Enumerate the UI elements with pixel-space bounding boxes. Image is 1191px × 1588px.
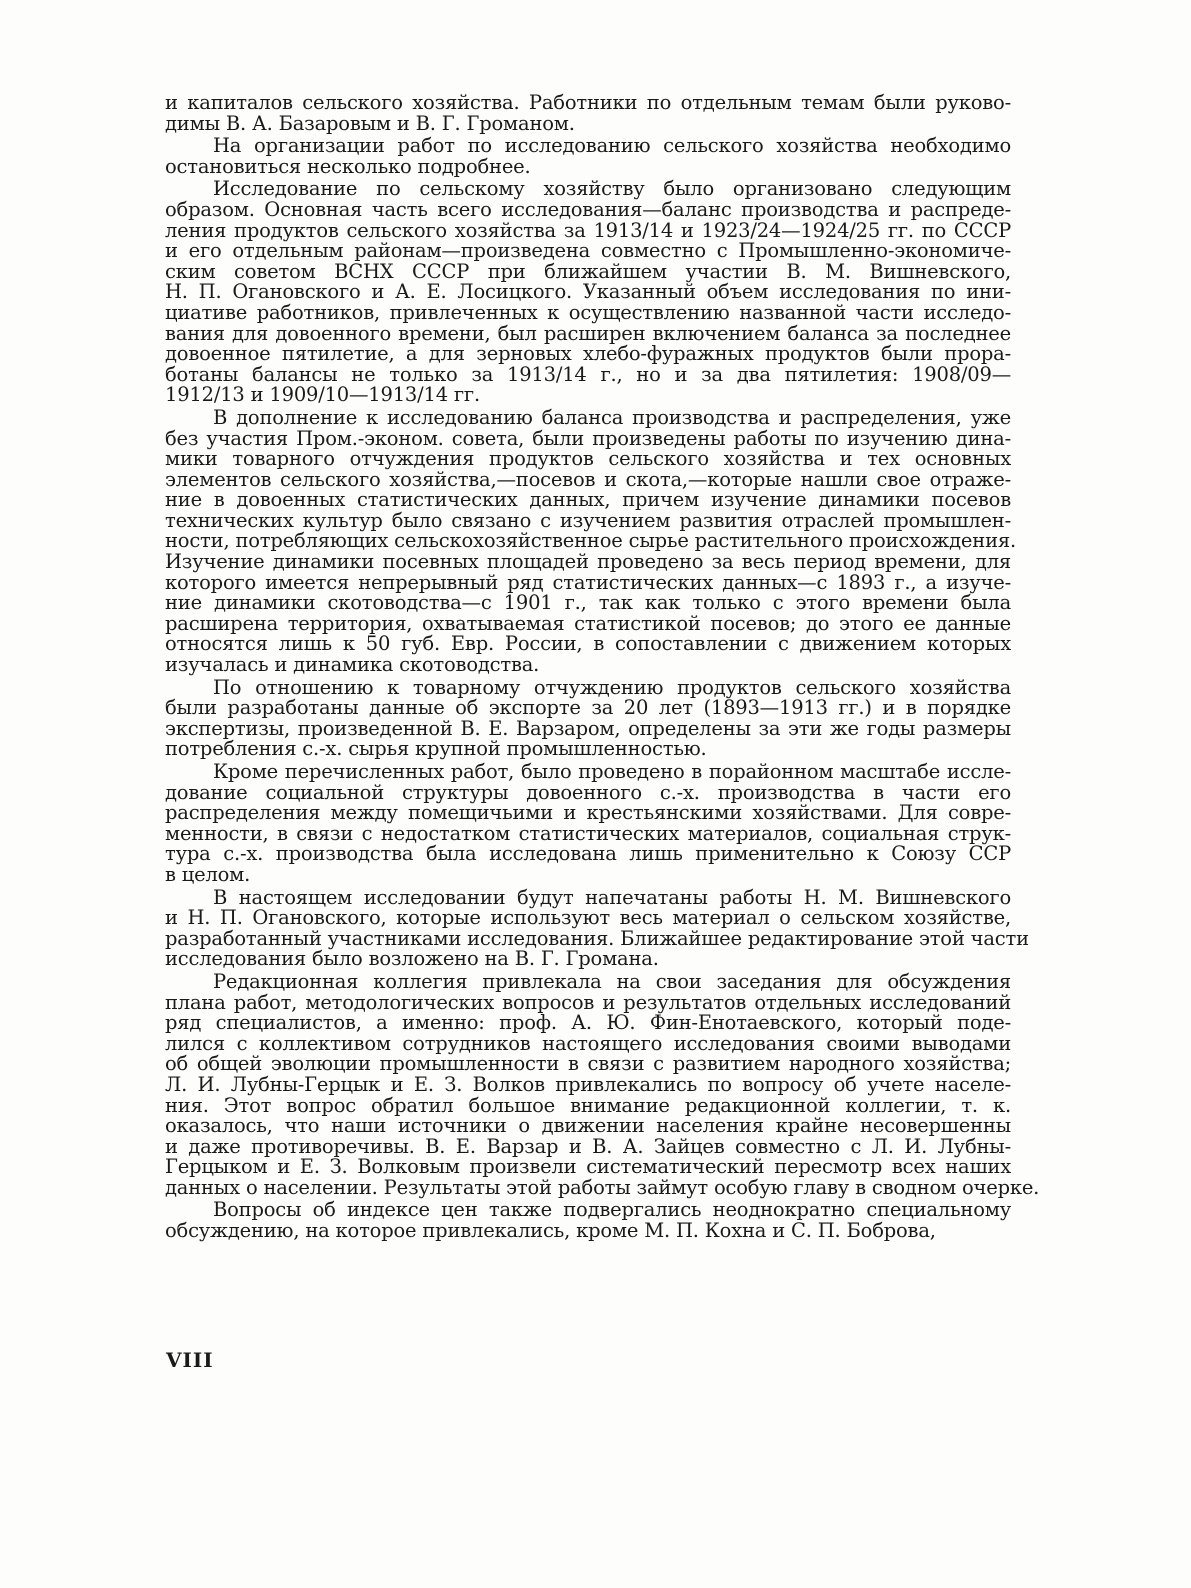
text-line: ние динамики скотоводства—с 1901 г., так как только с этого времени была [165,591,1011,615]
text-line: плана работ, методологических вопросов и результатов отдельных исследований [165,990,1011,1014]
text-line: экспертизы, произведенной В. Е. Варзаром, определены за эти же годы размеры [165,716,1011,740]
text-line: ние в довоенных статистических данных, причем изучение динамики посевов [165,488,1011,512]
body-text [165,91,1040,1243]
text-line: Герцыком и Е. З. Волковым произвели систематический пересмотр всех наших [165,1155,1011,1179]
text-line: потребления с.-х. сырья крупной промышленностью. [165,737,707,761]
text-line: обсуждению, на которое привлекались, кроме М. П. Кохна и С. П. Боброва, [165,1219,936,1243]
text-line: Вопросы об индексе цен также подвергались неоднократно специальному [213,1198,1011,1222]
text-line: циативе работников, привлеченных к осуществлению названной части исследо- [165,300,1011,324]
text-line: Исследование по сельскому хозяйству было организовано следующим [213,177,1011,201]
text-line: В настоящем исследовании будут напечатаны работы Н. М. Вишневского [213,885,1011,909]
text-line: которого имеется непрерывный ряд статистических данных—с 1893 г., а изуче- [165,570,1011,594]
text-line: остановиться несколько подробнее. [165,154,531,178]
text-line: технических культур было связано с изучением развития отраслей промышлен- [165,508,1011,532]
paragraph [165,136,1011,177]
text-line: ления продуктов сельского хозяйства за 1913/14 и 1923/24—1924/25 гг. по СССР [165,218,1011,242]
text-line: и капиталов сельского хозяйства. Работники по отдельным темам были руково- [165,91,1011,114]
text-line: В дополнение к исследованию баланса производства и распределения, уже [213,405,1011,429]
text-line: оказалось, что наши источники о движении населения крайне несовершенны [165,1114,1011,1138]
paragraph [165,675,1011,761]
text-line: 1912/13 и 1909/10—1913/14 гг. [165,383,480,407]
text-line: были разработаны данные об экспорте за 20 лет (1893—1913 гг.) и в порядке [165,696,1011,720]
text-line: и даже противоречивы. В. Е. Варзар и В. А. Зайцев совместно с Л. И. Лубны- [165,1134,1011,1158]
text-line: дование социальной структуры довоенного с.-х. производства в части его [165,780,1011,804]
paragraph [165,93,1011,134]
text-line: Редакционная коллегия привлекала на свои заседания для обсуждения [213,969,1011,993]
text-line: изучалась и динамика скотоводства. [165,653,540,677]
text-line: Кроме перечисленных работ, было проведено в порайонном масштабе иссле- [213,760,1011,783]
text-line: исследования было возложено на В. Г. Громана. [165,947,659,971]
text-line: По отношению к товарному отчуждению продуктов сельского хозяйства [213,675,1011,699]
text-line: Н. П. Огановского и А. Е. Лосицкого. Указанный объем исследования по ини- [165,280,1011,304]
text-line: образом. Основная часть всего исследования—баланс производства и распреде- [165,197,1011,221]
text-line: расширена территория, охватываемая статистикой посевов; до этого ее данные [165,611,1011,635]
paragraph [165,885,1029,971]
text-line: распределения между помещичьими и крестьянскими хозяйствами. Для совре- [165,801,1011,825]
paragraph [165,762,1011,886]
paragraph [165,969,1040,1199]
text-line: об общей эволюции промышленности в связи с развитием народного хозяйства; [165,1052,1011,1076]
text-line: в целом. [165,862,251,886]
text-line: элементов сельского хозяйства,—посевов и скота,—которые нашли свое отраже- [165,467,1011,491]
text-line: димы В. А. Базаровым и В. Г. Громаном. [165,111,575,135]
text-line: Изучение динамики посевных площадей проведено за весь период времени, для [165,550,1011,574]
paragraph [165,405,1016,677]
text-line: ности, потребляющих сельскохозяйственное сырье растительного происхождения. [165,529,1016,553]
text-line: относятся лишь к 50 губ. Евр. России, в сопоставлении с движением которых [165,632,1011,656]
text-line: ния. Этот вопрос обратил большое внимание редакционной коллегии, т. к. [165,1093,1011,1117]
text-line: и его отдельным районам—произведена совместно с Промышленно-экономиче- [165,239,1011,263]
text-line: ряд специалистов, а именно: проф. А. Ю. Фин-Енотаевского, который поде- [165,1011,1011,1035]
page-number: VIII [166,1348,214,1372]
text-line: довоенное пятилетие, а для зерновых хлебо-фуражных продуктов были прора- [165,342,1011,366]
text-line: тура с.-х. производства была исследована лишь применительно к Союзу ССР [165,842,1011,866]
text-line: На организации работ по исследованию сельского хозяйства необходимо [213,134,1011,158]
text-line: разработанный участниками исследования. Ближайшее редактирование этой части [165,926,1029,950]
paragraph [165,1200,1011,1241]
text-line: данных о населении. Результаты этой работы займут особую главу в сводном очерке. [165,1175,1040,1199]
text-line: и Н. П. Огановского, которые используют весь материал о сельском хозяйстве, [165,906,1011,930]
text-line: без участия Пром.-эконом. совета, были произведены работы по изучению дина- [165,426,1011,450]
text-line: ским советом ВСНХ СССР при ближайшем участии В. М. Вишневского, [165,259,1011,283]
text-line: менности, в связи с недостатком статистических материалов, социальная струк- [165,821,1011,845]
text-line: Л. И. Лубны-Герцык и Е. З. Волков привлекались по вопросу об учете населе- [165,1072,1011,1096]
text-line: мики товарного отчуждения продуктов сельского хозяйства и тех основных [165,447,1011,471]
text-line: вания для довоенного времени, был расширен включением баланса за последнее [165,321,1011,345]
text-line: ботаны балансы не только за 1913/14 г., но и за два пятилетия: 1908/09— [165,362,1011,386]
paragraph [165,179,1011,406]
text-line: лился с коллективом сотрудников настоящего исследования своими выводами [165,1031,1011,1055]
